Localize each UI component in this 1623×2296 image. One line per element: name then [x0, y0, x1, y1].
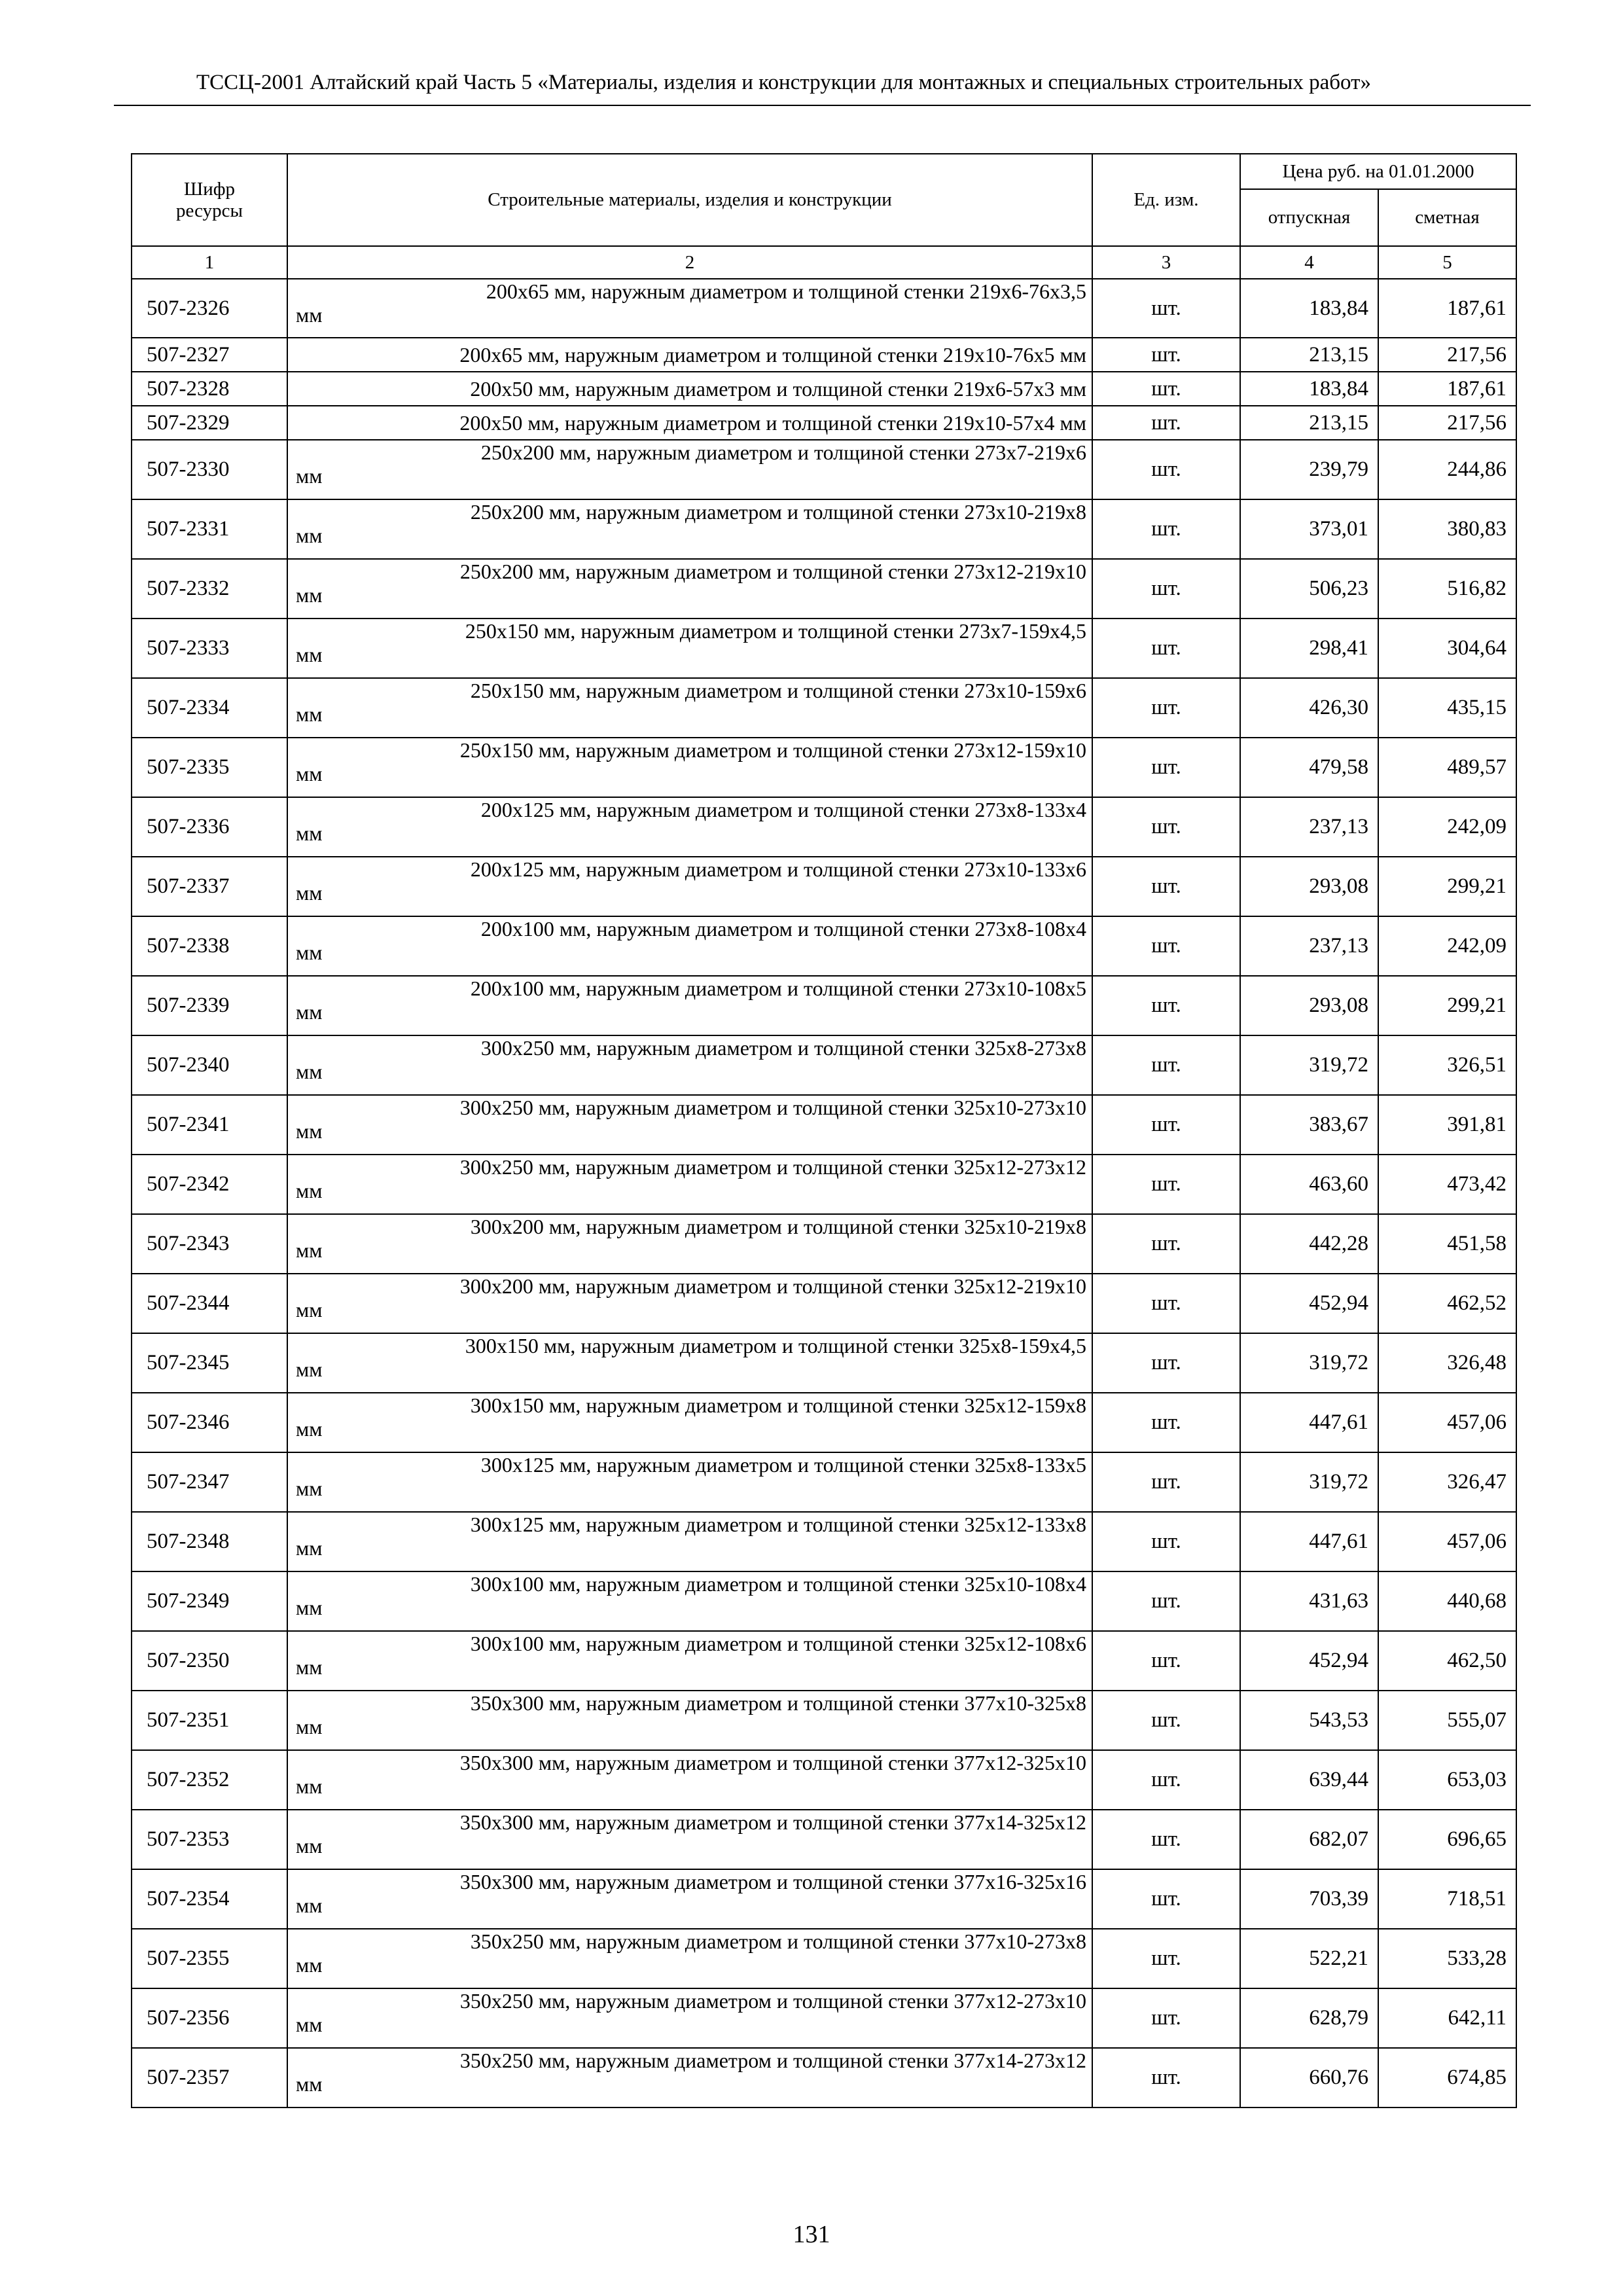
table-row — [132, 678, 1516, 738]
price-release: 639,44 — [1240, 1750, 1378, 1810]
price-release: 452,94 — [1240, 1274, 1378, 1333]
table-body — [132, 279, 1516, 2108]
description-line-2: мм — [296, 1774, 323, 1798]
table-row — [132, 1155, 1516, 1214]
resource-description — [287, 1750, 1092, 1810]
resource-code: 507-2332 — [132, 559, 287, 619]
unit: шт. — [1092, 1571, 1240, 1631]
description-line-1: 300х250 мм, наружным диаметром и толщиной стенки 325х12-273х12 — [459, 1155, 1086, 1179]
price-estimate: 326,51 — [1378, 1035, 1516, 1095]
description-line-2: мм — [296, 1715, 323, 1738]
description-line-2: мм — [296, 1834, 323, 1857]
resource-code: 507-2351 — [132, 1691, 287, 1750]
price-estimate: 299,21 — [1378, 976, 1516, 1035]
resource-code: 507-2335 — [132, 738, 287, 797]
description-line-2: мм — [296, 464, 323, 488]
price-estimate: 380,83 — [1378, 499, 1516, 559]
description-line-1: 250х200 мм, наружным диаметром и толщиной стенки 273х10-219х8 — [470, 500, 1086, 524]
price-release: 373,01 — [1240, 499, 1378, 559]
resource-description — [287, 338, 1092, 372]
description-line-2: мм — [296, 303, 323, 327]
col-number-3: 3 — [1092, 246, 1240, 279]
table-row — [132, 559, 1516, 619]
resource-code: 507-2341 — [132, 1095, 287, 1155]
price-estimate: 462,52 — [1378, 1274, 1516, 1333]
price-release: 237,13 — [1240, 916, 1378, 976]
resource-code: 507-2345 — [132, 1333, 287, 1393]
price-estimate: 440,68 — [1378, 1571, 1516, 1631]
price-estimate: 326,47 — [1378, 1452, 1516, 1512]
price-release: 660,76 — [1240, 2048, 1378, 2108]
unit: шт. — [1092, 1810, 1240, 1869]
price-estimate: 451,58 — [1378, 1214, 1516, 1274]
table-row — [132, 2048, 1516, 2108]
col-number-5: 5 — [1378, 246, 1516, 279]
resource-description — [287, 976, 1092, 1035]
description-line-1: 350х250 мм, наружным диаметром и толщиной стенки 377х12-273х10 — [459, 1989, 1086, 2013]
resource-code: 507-2340 — [132, 1035, 287, 1095]
resource-code: 507-2328 — [132, 372, 287, 406]
description-line-1: 300х200 мм, наружным диаметром и толщиной стенки 325х12-219х10 — [459, 1274, 1086, 1298]
resource-description — [287, 406, 1092, 440]
price-estimate: 696,65 — [1378, 1810, 1516, 1869]
table-row — [132, 1631, 1516, 1691]
price-release: 452,94 — [1240, 1631, 1378, 1691]
unit: шт. — [1092, 1631, 1240, 1691]
price-release: 463,60 — [1240, 1155, 1378, 1214]
resource-description — [287, 1631, 1092, 1691]
table-row — [132, 1035, 1516, 1095]
resource-description — [287, 559, 1092, 619]
table-row — [132, 372, 1516, 406]
price-estimate: 718,51 — [1378, 1869, 1516, 1929]
resource-description — [287, 1155, 1092, 1214]
col-number-1: 1 — [132, 246, 287, 279]
price-release: 383,67 — [1240, 1095, 1378, 1155]
unit: шт. — [1092, 1393, 1240, 1452]
description-line-1: 300х200 мм, наружным диаметром и толщиной стенки 325х10-219х8 — [470, 1215, 1086, 1238]
unit: шт. — [1092, 1512, 1240, 1571]
description-line-1: 200х125 мм, наружным диаметром и толщиной стенки 273х10-133х6 — [470, 857, 1086, 881]
col-number-2: 2 — [287, 246, 1092, 279]
unit: шт. — [1092, 1155, 1240, 1214]
description-line-2: мм — [296, 2013, 323, 2036]
price-estimate: 391,81 — [1378, 1095, 1516, 1155]
resource-description — [287, 279, 1092, 338]
price-estimate: 187,61 — [1378, 279, 1516, 338]
resource-code: 507-2342 — [132, 1155, 287, 1214]
unit: шт. — [1092, 976, 1240, 1035]
unit: шт. — [1092, 1095, 1240, 1155]
col-header-price-release: отпускная — [1240, 189, 1378, 246]
resource-code: 507-2338 — [132, 916, 287, 976]
price-estimate: 653,03 — [1378, 1750, 1516, 1810]
resource-description — [287, 1333, 1092, 1393]
description-line-2: мм — [296, 941, 323, 964]
unit: шт. — [1092, 499, 1240, 559]
table-row — [132, 1393, 1516, 1452]
table-row — [132, 857, 1516, 916]
unit: шт. — [1092, 1988, 1240, 2048]
unit: шт. — [1092, 1035, 1240, 1095]
table-row — [132, 916, 1516, 976]
unit: шт. — [1092, 559, 1240, 619]
unit: шт. — [1092, 279, 1240, 338]
price-release: 426,30 — [1240, 678, 1378, 738]
resource-description — [287, 1988, 1092, 2048]
price-release: 682,07 — [1240, 1810, 1378, 1869]
resource-description — [287, 738, 1092, 797]
unit: шт. — [1092, 916, 1240, 976]
resource-code: 507-2326 — [132, 279, 287, 338]
col-header-code: Шифр ресурсы — [132, 154, 287, 246]
description-line-2: мм — [296, 762, 323, 785]
table-row — [132, 1512, 1516, 1571]
unit: шт. — [1092, 1452, 1240, 1512]
resource-code: 507-2333 — [132, 619, 287, 678]
col-header-price-group: Цена руб. на 01.01.2000 — [1240, 154, 1516, 189]
resource-price-table — [131, 153, 1517, 2108]
table-row — [132, 406, 1516, 440]
description-line-2: мм — [296, 1953, 323, 1977]
description-line-1: 350х300 мм, наружным диаметром и толщиной стенки 377х14-325х12 — [459, 1810, 1086, 1834]
price-estimate: 299,21 — [1378, 857, 1516, 916]
price-release: 213,15 — [1240, 406, 1378, 440]
price-release: 298,41 — [1240, 619, 1378, 678]
unit: шт. — [1092, 406, 1240, 440]
price-release: 522,21 — [1240, 1929, 1378, 1988]
description-line-2: мм — [296, 1655, 323, 1679]
price-estimate: 217,56 — [1378, 406, 1516, 440]
price-estimate: 489,57 — [1378, 738, 1516, 797]
unit: шт. — [1092, 1929, 1240, 1988]
price-estimate: 435,15 — [1378, 678, 1516, 738]
price-estimate: 462,50 — [1378, 1631, 1516, 1691]
description-line-1: 200х65 мм, наружным диаметром и толщиной стенки 219х6-76х3,5 — [486, 279, 1086, 303]
resource-code: 507-2354 — [132, 1869, 287, 1929]
unit: шт. — [1092, 1333, 1240, 1393]
description-line-2: мм — [296, 1417, 323, 1441]
resource-code: 507-2337 — [132, 857, 287, 916]
unit: шт. — [1092, 797, 1240, 857]
resource-code: 507-2349 — [132, 1571, 287, 1631]
description-line-1: 350х300 мм, наружным диаметром и толщиной стенки 377х16-325х16 — [459, 1870, 1086, 1893]
resource-description — [287, 1035, 1092, 1095]
resource-description — [287, 372, 1092, 406]
resource-description — [287, 499, 1092, 559]
unit: шт. — [1092, 678, 1240, 738]
price-estimate: 533,28 — [1378, 1929, 1516, 1988]
table-row — [132, 1869, 1516, 1929]
table-row — [132, 1988, 1516, 2048]
description-line-1: 200х65 мм, наружным диаметром и толщиной стенки 219х10-76х5 мм — [459, 343, 1086, 367]
resource-description — [287, 619, 1092, 678]
description-line-1: 350х300 мм, наружным диаметром и толщиной стенки 377х12-325х10 — [459, 1751, 1086, 1774]
description-line-1: 300х150 мм, наружным диаметром и толщиной стенки 325х8-159х4,5 — [465, 1334, 1086, 1357]
price-release: 543,53 — [1240, 1691, 1378, 1750]
resource-description — [287, 1691, 1092, 1750]
unit: шт. — [1092, 1214, 1240, 1274]
resource-description — [287, 440, 1092, 499]
unit: шт. — [1092, 1869, 1240, 1929]
description-line-2: мм — [296, 1357, 323, 1381]
price-estimate: 457,06 — [1378, 1512, 1516, 1571]
resource-code: 507-2357 — [132, 2048, 287, 2108]
resource-code: 507-2331 — [132, 499, 287, 559]
table-row — [132, 1214, 1516, 1274]
resource-code: 507-2353 — [132, 1810, 287, 1869]
description-line-1: 300х250 мм, наружным диаметром и толщиной стенки 325х10-273х10 — [459, 1096, 1086, 1119]
resource-description — [287, 2048, 1092, 2108]
price-release: 506,23 — [1240, 559, 1378, 619]
price-estimate: 304,64 — [1378, 619, 1516, 678]
unit: шт. — [1092, 1691, 1240, 1750]
price-estimate: 516,82 — [1378, 559, 1516, 619]
price-release: 293,08 — [1240, 857, 1378, 916]
price-release: 431,63 — [1240, 1571, 1378, 1631]
description-line-1: 300х100 мм, наружным диаметром и толщиной стенки 325х10-108х4 — [470, 1572, 1086, 1596]
resource-description — [287, 1929, 1092, 1988]
description-line-2: мм — [296, 1893, 323, 1917]
running-header: ТССЦ-2001 Алтайский край Часть 5 «Материалы, изделия и конструкции для монтажных и специальных строительных работ» — [196, 71, 1372, 94]
description-line-2: мм — [296, 2072, 323, 2096]
description-line-2: мм — [296, 524, 323, 547]
unit: шт. — [1092, 1274, 1240, 1333]
price-release: 447,61 — [1240, 1512, 1378, 1571]
price-estimate: 217,56 — [1378, 338, 1516, 372]
unit: шт. — [1092, 372, 1240, 406]
resource-description — [287, 1810, 1092, 1869]
description-line-1: 300х100 мм, наружным диаметром и толщиной стенки 325х12-108х6 — [470, 1632, 1086, 1655]
price-estimate: 674,85 — [1378, 2048, 1516, 2108]
price-release: 319,72 — [1240, 1452, 1378, 1512]
header-rule — [114, 105, 1531, 106]
table-row — [132, 499, 1516, 559]
description-line-1: 250х200 мм, наружным диаметром и толщиной стенки 273х12-219х10 — [459, 560, 1086, 583]
table-row — [132, 1095, 1516, 1155]
price-release: 442,28 — [1240, 1214, 1378, 1274]
description-line-1: 200х100 мм, наружным диаметром и толщиной стенки 273х8-108х4 — [480, 917, 1086, 941]
resource-code: 507-2344 — [132, 1274, 287, 1333]
table-row — [132, 1571, 1516, 1631]
price-estimate: 473,42 — [1378, 1155, 1516, 1214]
resource-code: 507-2343 — [132, 1214, 287, 1274]
col-header-name: Строительные материалы, изделия и конструкции — [287, 154, 1092, 246]
price-release: 447,61 — [1240, 1393, 1378, 1452]
price-estimate: 187,61 — [1378, 372, 1516, 406]
resource-description — [287, 1095, 1092, 1155]
table-row — [132, 279, 1516, 338]
description-line-2: мм — [296, 821, 323, 845]
description-line-1: 200х50 мм, наружным диаметром и толщиной стенки 219х10-57х4 мм — [459, 411, 1086, 435]
price-estimate: 242,09 — [1378, 916, 1516, 976]
price-release: 293,08 — [1240, 976, 1378, 1035]
price-release: 319,72 — [1240, 1035, 1378, 1095]
description-line-2: мм — [296, 881, 323, 905]
col-header-unit: Ед. изм. — [1092, 154, 1240, 246]
description-line-1: 200х125 мм, наружным диаметром и толщиной стенки 273х8-133х4 — [480, 798, 1086, 821]
description-line-1: 250х200 мм, наружным диаметром и толщиной стенки 273х7-219х6 — [480, 440, 1086, 464]
table-row — [132, 619, 1516, 678]
description-line-2: мм — [296, 1060, 323, 1083]
unit: шт. — [1092, 619, 1240, 678]
price-release: 239,79 — [1240, 440, 1378, 499]
resource-description — [287, 1274, 1092, 1333]
description-line-2: мм — [296, 1477, 323, 1500]
description-line-2: мм — [296, 1000, 323, 1024]
unit: шт. — [1092, 338, 1240, 372]
description-line-2: мм — [296, 1238, 323, 1262]
page-number: 131 — [793, 2221, 830, 2248]
resource-code: 507-2352 — [132, 1750, 287, 1810]
description-line-1: 300х125 мм, наружным диаметром и толщиной стенки 325х12-133х8 — [470, 1513, 1086, 1536]
table-row — [132, 1452, 1516, 1512]
resource-description — [287, 797, 1092, 857]
table-row — [132, 797, 1516, 857]
unit: шт. — [1092, 440, 1240, 499]
col-number-4: 4 — [1240, 246, 1378, 279]
resource-description — [287, 1393, 1092, 1452]
price-release: 183,84 — [1240, 279, 1378, 338]
price-release: 628,79 — [1240, 1988, 1378, 2048]
description-line-1: 350х300 мм, наружным диаметром и толщиной стенки 377х10-325х8 — [470, 1691, 1086, 1715]
price-estimate: 244,86 — [1378, 440, 1516, 499]
description-line-1: 250х150 мм, наружным диаметром и толщиной стенки 273х12-159х10 — [459, 738, 1086, 762]
description-line-2: мм — [296, 1596, 323, 1619]
description-line-1: 250х150 мм, наружным диаметром и толщиной стенки 273х7-159х4,5 — [465, 619, 1086, 643]
price-release: 319,72 — [1240, 1333, 1378, 1393]
table-row — [132, 976, 1516, 1035]
resource-code: 507-2347 — [132, 1452, 287, 1512]
table-row — [132, 440, 1516, 499]
price-estimate: 326,48 — [1378, 1333, 1516, 1393]
resource-code: 507-2355 — [132, 1929, 287, 1988]
description-line-2: мм — [296, 1119, 323, 1143]
resource-code: 507-2327 — [132, 338, 287, 372]
table-row — [132, 1274, 1516, 1333]
description-line-2: мм — [296, 1298, 323, 1321]
description-line-2: мм — [296, 1179, 323, 1202]
description-line-2: мм — [296, 643, 323, 666]
unit: шт. — [1092, 857, 1240, 916]
resource-code: 507-2350 — [132, 1631, 287, 1691]
table-row — [132, 1929, 1516, 1988]
col-header-price-estimate: сметная — [1378, 189, 1516, 246]
price-estimate: 555,07 — [1378, 1691, 1516, 1750]
price-release: 213,15 — [1240, 338, 1378, 372]
unit: шт. — [1092, 2048, 1240, 2108]
description-line-1: 350х250 мм, наружным диаметром и толщиной стенки 377х10-273х8 — [470, 1929, 1086, 1953]
description-line-1: 350х250 мм, наружным диаметром и толщиной стенки 377х14-273х12 — [459, 2049, 1086, 2072]
price-estimate: 642,11 — [1378, 1988, 1516, 2048]
resource-description — [287, 1214, 1092, 1274]
description-line-2: мм — [296, 702, 323, 726]
price-estimate: 242,09 — [1378, 797, 1516, 857]
table-row — [132, 1333, 1516, 1393]
description-line-2: мм — [296, 583, 323, 607]
table-row — [132, 338, 1516, 372]
resource-code: 507-2334 — [132, 678, 287, 738]
resource-description — [287, 1452, 1092, 1512]
unit: шт. — [1092, 738, 1240, 797]
resource-code: 507-2356 — [132, 1988, 287, 2048]
description-line-1: 200х50 мм, наружным диаметром и толщиной стенки 219х6-57х3 мм — [470, 377, 1086, 401]
description-line-1: 300х150 мм, наружным диаметром и толщиной стенки 325х12-159х8 — [470, 1393, 1086, 1417]
resource-description — [287, 678, 1092, 738]
price-release: 479,58 — [1240, 738, 1378, 797]
table-row — [132, 1691, 1516, 1750]
table-row — [132, 1750, 1516, 1810]
resource-code: 507-2330 — [132, 440, 287, 499]
description-line-1: 300х250 мм, наружным диаметром и толщиной стенки 325х8-273х8 — [480, 1036, 1086, 1060]
description-line-1: 200х100 мм, наружным диаметром и толщиной стенки 273х10-108х5 — [470, 977, 1086, 1000]
resource-description — [287, 1571, 1092, 1631]
resource-code: 507-2346 — [132, 1393, 287, 1452]
resource-code: 507-2336 — [132, 797, 287, 857]
table-row — [132, 1810, 1516, 1869]
description-line-1: 250х150 мм, наружным диаметром и толщиной стенки 273х10-159х6 — [470, 679, 1086, 702]
resource-description — [287, 1512, 1092, 1571]
price-estimate: 457,06 — [1378, 1393, 1516, 1452]
price-release: 703,39 — [1240, 1869, 1378, 1929]
unit: шт. — [1092, 1750, 1240, 1810]
resource-description — [287, 1869, 1092, 1929]
resource-description — [287, 857, 1092, 916]
price-release: 183,84 — [1240, 372, 1378, 406]
description-line-2: мм — [296, 1536, 323, 1560]
table-row — [132, 738, 1516, 797]
description-line-1: 300х125 мм, наружным диаметром и толщиной стенки 325х8-133х5 — [480, 1453, 1086, 1477]
resource-description — [287, 916, 1092, 976]
resource-code: 507-2329 — [132, 406, 287, 440]
resource-code: 507-2348 — [132, 1512, 287, 1571]
price-release: 237,13 — [1240, 797, 1378, 857]
resource-code: 507-2339 — [132, 976, 287, 1035]
